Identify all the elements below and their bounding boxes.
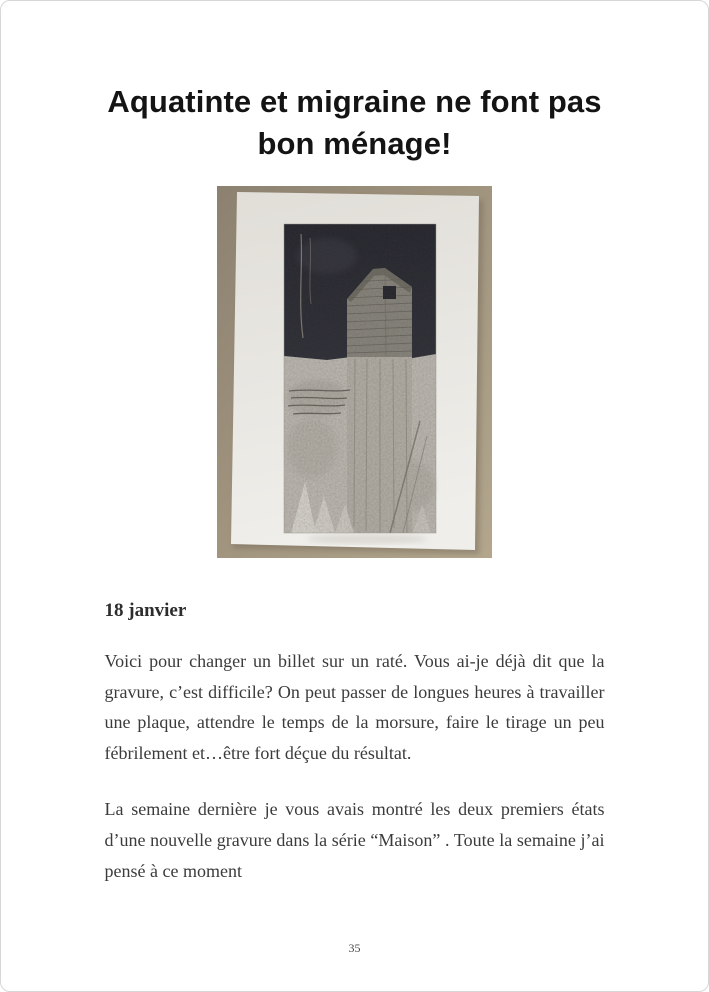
aquatint-print-photo [217, 186, 492, 558]
paragraph-1: Voici pour changer un billet sur un raté. Vous ai-je déjà dit que la gravure, c’est difficile? On peut passer de longues heures à travailler une plaque, attendre le temps de la morsure, faire le tirage un peu fébrilement et…être fort déçue du résultat. [104, 651, 605, 763]
article-body [105, 600, 605, 886]
page-number: 35 [348, 941, 361, 955]
paragraph-2: La semaine dernière je vous avais montré les deux premiers états d’une nouvelle gravure dans la série “Maison” . Toute la semaine j’ai pensé à ce moment [104, 799, 605, 881]
page-title: Aquatinte et migraine ne font pas bon ménage! [107, 84, 602, 161]
print-photo-figure [217, 186, 492, 558]
page-footer [1, 939, 708, 957]
date-heading: 18 janvier [104, 600, 187, 622]
